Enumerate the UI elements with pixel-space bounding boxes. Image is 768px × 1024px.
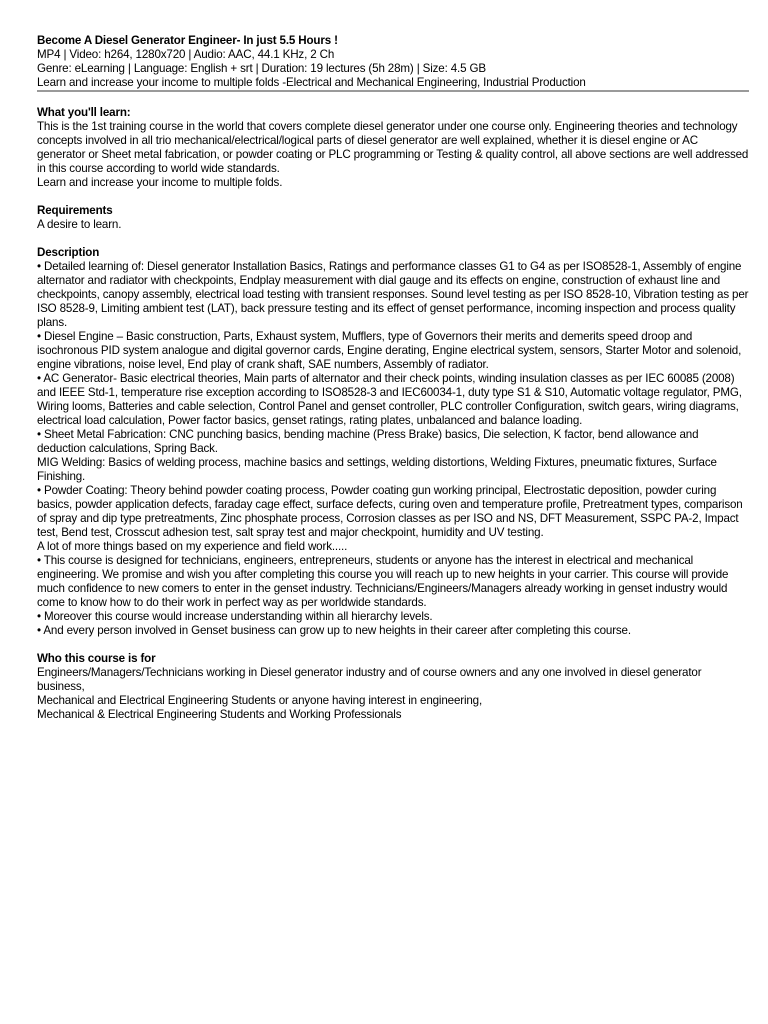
- description-paragraph: • Diesel Engine – Basic construction, Parts, Exhaust system, Mufflers, type of Governors their merits and demerits speed droop and isochronous PID system analogue and digital governor cards, Engine derating, Engine electrical system, sensors, Starter Motor and solenoid, engine vibrations, noise level, End play of crank shaft, SAE numbers, Assembly of radiator.: [37, 330, 742, 371]
- learn-text-2: Learn and increase your income to multiple folds.: [37, 176, 283, 189]
- audience-heading: Who this course is for: [37, 652, 156, 665]
- audience-line: Mechanical and Electrical Engineering Students or anyone having interest in engineering,: [37, 694, 483, 707]
- requirements-text: A desire to learn.: [37, 218, 122, 231]
- audience-section: [37, 652, 749, 722]
- course-tagline: Learn and increase your income to multiple folds -Electrical and Mechanical Engineering, Industrial Production: [37, 76, 586, 89]
- genre-line: Genre: eLearning | Language: English + srt | Duration: 19 lectures (5h 28m) | Size: 4.5 GB: [37, 62, 486, 75]
- description-paragraph: MIG Welding: Basics of welding process, machine basics and settings, welding distortions, Welding Fixtures, pneumatic fixtures, Surface Finishing.: [37, 456, 717, 483]
- description-paragraph: A lot of more things based on my experience and field work.....: [37, 540, 348, 553]
- description-paragraph: • Sheet Metal Fabrication: CNC punching basics, bending machine (Press Brake) basics, Die selection, K factor, bend allowance and deduction calculations, Spring Back.: [37, 428, 699, 455]
- course-title: Become A Diesel Generator Engineer- In just 5.5 Hours !: [37, 34, 338, 47]
- description-paragraph: • Moreover this course would increase understanding within all hierarchy levels.: [37, 610, 433, 623]
- requirements-heading: Requirements: [37, 204, 113, 217]
- learn-section: [37, 106, 749, 190]
- description-paragraph: • Powder Coating: Theory behind powder coating process, Powder coating gun working principal, Electrostatic deposition, powder curing basics, powder application defects, faraday cage effect, surface defects, curing oven and temperature profile, Pretreatment types, comparison of spray and dip type pretreatments, Zinc phosphate process, Corrosion classes as per ISO and NS, DFT Measurement, SSPC PA-2, Impact test, Bend test, Crosscut adhesion test, salt spray test and major checkpoint, humidity and UV testing.: [37, 484, 743, 539]
- description-paragraph: • Detailed learning of: Diesel generator Installation Basics, Ratings and performance classes G1 to G4 as per ISO8528-1, Assembly of engine alternator and radiator with checkpoints, Endplay measurement with dial gauge and its effects on engine, construction of exhaust line and checkpoints, canopy assembly, electrical load testing with transient responses. Sound level testing as per ISO 8528-10, Vibration testing as per ISO 8528-9, Limiting ambient test (LAT), back pressure testing and its effect of genset performance, incoming inspection and process quality plans.: [37, 260, 749, 329]
- description-paragraph: • AC Generator- Basic electrical theories, Main parts of alternator and their check points, winding insulation classes as per IEC 60085 (2008) and IEEE Std-1, temperature rise exception according to ISO8528-3 and IEC60034-1, duty type S1 & S10, Automatic voltage regulator, PMG, Wiring looms, Batteries and cable selection, Control Panel and genset controller, PLC controller Configuration, switch gears, wiring diagrams, electrical load calculation, Power factor basics, genset ratings, rating plates, unbalanced and balance loading.: [37, 372, 742, 427]
- description-paragraph: • And every person involved in Genset business can grow up to new heights in their career after completing this course.: [37, 624, 631, 637]
- learn-text: This is the 1st training course in the world that covers complete diesel generator under one course only. Engineering theories and technology concepts involved in all trio mechanical/electrical/logical parts of diesel generator are well explained, whether it is diesel engine or AC generator or Sheet metal fabrication, or powder coating or PLC programming or Testing & quality control, all above sections are well addressed in this course according to world wide standards.: [37, 120, 749, 175]
- description-paragraph: • This course is designed for technicians, engineers, entrepreneurs, students or anyone has the interest in electrical and mechanical engineering. We promise and wish you after completing this course you will reach up to new heights in your carrier. This course will provide much confidence to new comers to enter in the genset industry. Technicians/Engineers/Managers already working in genset industry would come to know how to do their work in perfect way as per worldwide standards.: [37, 554, 729, 609]
- description-heading: Description: [37, 246, 100, 259]
- requirements-section: [37, 204, 749, 232]
- learn-heading: What you'll learn:: [37, 106, 131, 119]
- audience-line: Mechanical & Electrical Engineering Students and Working Professionals: [37, 708, 402, 721]
- description-section: [37, 246, 749, 638]
- format-line: MP4 | Video: h264, 1280x720 | Audio: AAC, 44.1 KHz, 2 Ch: [37, 48, 335, 61]
- document-header: [37, 34, 749, 92]
- audience-line: Engineers/Managers/Technicians working in Diesel generator industry and of course owners and any one involved in diesel generator business,: [37, 666, 702, 693]
- document-page: [37, 34, 749, 722]
